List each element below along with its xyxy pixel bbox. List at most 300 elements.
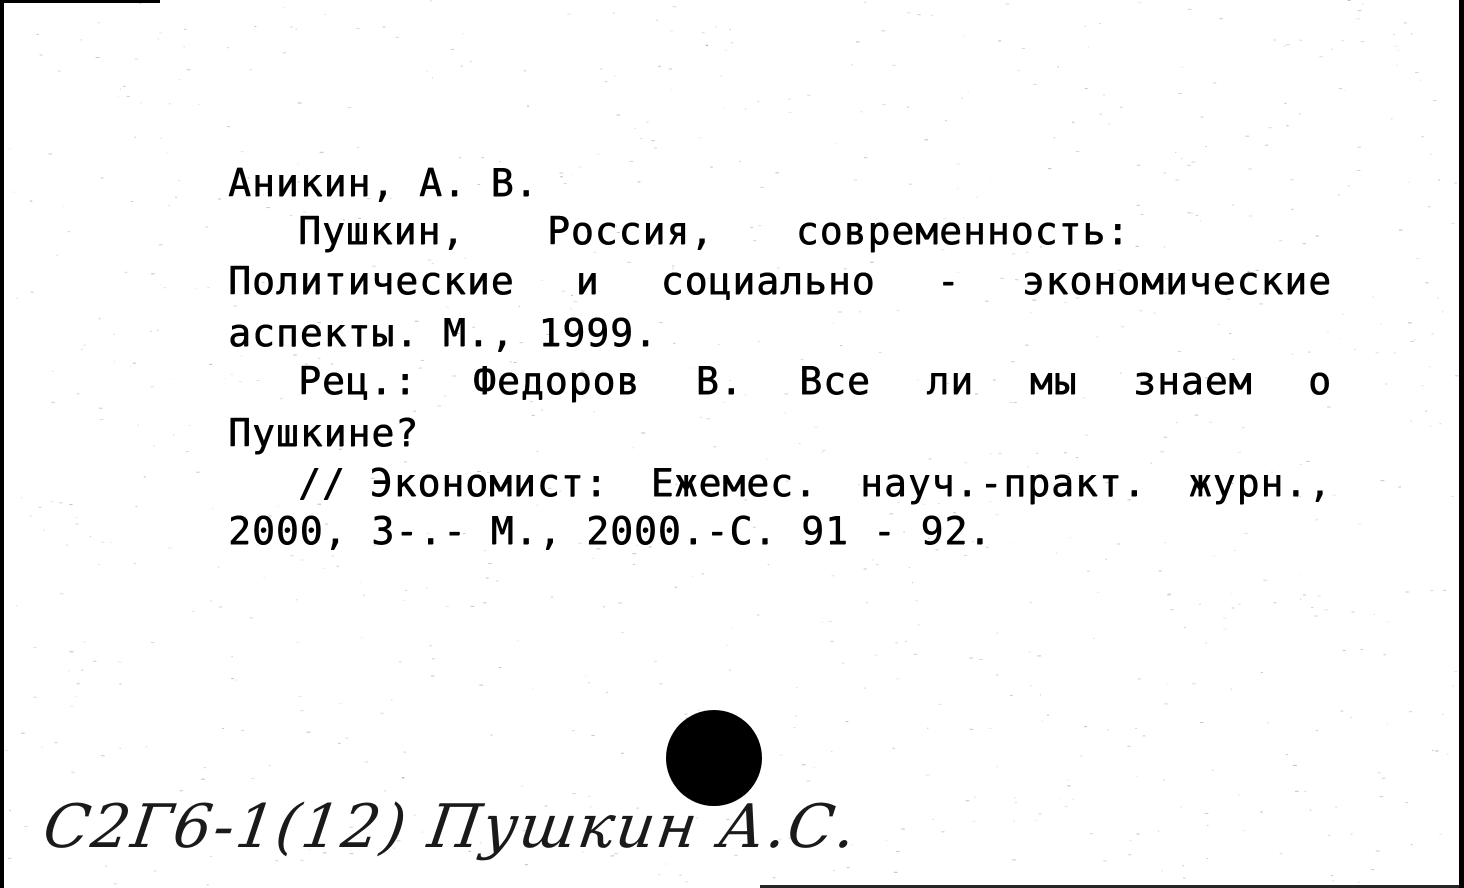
noise-dot: [123, 86, 125, 87]
noise-dot: [77, 683, 80, 684]
noise-dot: [1206, 858, 1208, 859]
source-line-2: 2000, 3-.- М., 2000.-С. 91 - 92.: [228, 509, 993, 553]
noise-dot: [1361, 41, 1364, 42]
noise-dot: [1073, 799, 1074, 800]
noise-dot: [1030, 312, 1031, 313]
noise-dot: [658, 874, 660, 875]
noise-dot: [571, 174, 572, 175]
noise-dot: [907, 107, 909, 108]
noise-dot: [1022, 48, 1025, 49]
noise-dot: [1343, 314, 1344, 315]
noise-dot: [218, 567, 220, 568]
noise-dot: [1196, 215, 1198, 216]
noise-dot: [1232, 204, 1234, 205]
noise-dot: [1284, 46, 1286, 47]
noise-dot: [173, 435, 174, 436]
noise-dot: [114, 361, 116, 362]
noise-dot: [1188, 9, 1192, 10]
noise-dot: [585, 676, 586, 677]
noise-dot: [1243, 830, 1245, 831]
noise-dot: [1060, 798, 1061, 799]
noise-dot: [5, 750, 7, 751]
noise-dot: [1010, 402, 1013, 403]
noise-dot: [432, 658, 435, 659]
noise-dot: [1238, 604, 1241, 605]
noise-dot: [1267, 722, 1269, 723]
noise-dot: [1234, 550, 1235, 551]
noise-dot: [979, 659, 983, 660]
noise-dot: [707, 418, 711, 419]
noise-dot: [1120, 107, 1122, 108]
noise-dot: [967, 91, 969, 92]
noise-dot: [332, 555, 334, 556]
noise-dot: [766, 459, 768, 460]
noise-dot: [1454, 671, 1457, 672]
noise-dot: [76, 517, 78, 518]
noise-dot: [1411, 341, 1414, 342]
noise-dot: [363, 595, 365, 596]
noise-dot: [1285, 103, 1287, 104]
noise-dot: [70, 651, 74, 652]
noise-dot: [659, 683, 662, 684]
noise-dot: [1451, 496, 1454, 497]
noise-dot: [1438, 180, 1440, 181]
noise-dot: [471, 606, 475, 607]
noise-dot: [1072, 122, 1074, 123]
noise-dot: [77, 393, 80, 394]
noise-dot: [1248, 169, 1251, 170]
noise-dot: [1431, 334, 1434, 335]
noise-dot: [1374, 614, 1375, 615]
noise-dot: [892, 748, 895, 749]
noise-dot: [1212, 770, 1214, 771]
noise-dot: [1376, 352, 1379, 353]
noise-dot: [66, 545, 68, 546]
noise-dot: [1454, 183, 1457, 184]
noise-dot: [1442, 714, 1443, 715]
noise-dot: [702, 573, 704, 574]
noise-dot: [864, 688, 866, 689]
noise-dot: [430, 0, 432, 1]
noise-dot: [730, 670, 731, 671]
noise-dot: [895, 642, 898, 643]
noise-dot: [144, 476, 146, 477]
noise-dot: [1014, 821, 1015, 822]
noise-dot: [1411, 844, 1413, 845]
noise-dot: [1342, 40, 1344, 41]
noise-dot: [780, 755, 783, 756]
noise-dot: [527, 106, 529, 107]
noise-dot: [807, 781, 811, 782]
title-word: Россия,: [546, 209, 714, 253]
noise-dot: [670, 31, 673, 32]
noise-dot: [1385, 384, 1388, 385]
noise-dot: [137, 425, 138, 426]
noise-dot: [52, 371, 54, 372]
noise-dot: [167, 152, 169, 153]
noise-dot: [1207, 825, 1209, 826]
noise-dot: [241, 151, 245, 152]
title-word: -: [936, 259, 961, 303]
noise-dot: [1143, 735, 1146, 736]
noise-dot: [1090, 833, 1093, 834]
noise-dot: [998, 40, 1001, 41]
title-word: Пушкин,: [298, 209, 466, 253]
noise-dot: [886, 840, 888, 841]
noise-dot: [1279, 240, 1282, 241]
noise-dot: [669, 68, 672, 69]
noise-dot: [1013, 543, 1014, 544]
noise-dot: [726, 645, 728, 646]
noise-dot: [391, 699, 393, 700]
noise-dot: [338, 743, 340, 744]
noise-dot: [1319, 56, 1322, 57]
noise-dot: [532, 415, 535, 416]
noise-dot: [757, 614, 759, 615]
noise-dot: [75, 696, 77, 697]
noise-dot: [1103, 95, 1105, 96]
noise-dot: [990, 178, 991, 179]
noise-dot: [231, 656, 233, 657]
noise-dot: [83, 641, 85, 642]
noise-dot: [1295, 791, 1299, 792]
author-heading: Аникин, А. В.: [228, 161, 539, 205]
noise-dot: [2, 117, 4, 118]
noise-dot: [745, 109, 747, 110]
noise-dot: [988, 728, 992, 729]
title-word: экономические: [1021, 259, 1332, 303]
noise-dot: [201, 779, 205, 780]
noise-dot: [1414, 339, 1417, 340]
noise-dot: [1393, 353, 1395, 354]
noise-dot: [300, 710, 303, 711]
noise-dot: [1223, 618, 1227, 619]
noise-dot: [560, 176, 563, 177]
noise-dot: [168, 205, 170, 206]
title-word: и: [575, 259, 600, 303]
noise-dot: [290, 26, 292, 27]
noise-dot: [269, 765, 270, 766]
noise-dot: [1138, 678, 1140, 679]
noise-dot: [1354, 349, 1356, 350]
noise-dot: [838, 312, 841, 313]
noise-dot: [1205, 813, 1209, 814]
noise-dot: [81, 39, 82, 40]
noise-dot: [1263, 580, 1267, 581]
noise-dot: [296, 599, 298, 600]
noise-dot: [1439, 423, 1441, 424]
noise-dot: [961, 98, 962, 99]
source-word: // Экономист:: [298, 461, 609, 505]
noise-dot: [1028, 652, 1031, 653]
noise-dot: [151, 273, 155, 274]
noise-dot: [1107, 729, 1108, 730]
review-word: Все: [799, 359, 871, 403]
noise-dot: [496, 581, 499, 582]
noise-dot: [357, 147, 359, 148]
noise-dot: [1013, 402, 1017, 403]
noise-dot: [120, 89, 121, 90]
noise-dot: [685, 881, 688, 882]
noise-dot: [98, 22, 100, 23]
noise-dot: [1442, 311, 1443, 312]
noise-dot: [1292, 354, 1294, 355]
noise-dot: [907, 12, 911, 13]
noise-dot: [482, 157, 484, 158]
noise-dot: [348, 107, 352, 108]
noise-dot: [831, 575, 835, 576]
noise-dot: [62, 206, 64, 207]
noise-dot: [1308, 352, 1310, 353]
noise-dot: [154, 445, 155, 446]
noise-dot: [684, 714, 687, 715]
noise-dot: [207, 884, 209, 885]
noise-dot: [720, 76, 722, 77]
noise-dot: [1433, 100, 1436, 101]
noise-dot: [1128, 854, 1131, 855]
noise-dot: [1169, 593, 1172, 594]
noise-dot: [187, 69, 191, 70]
review-line-2: Пушкине?: [228, 411, 420, 455]
noise-dot: [1299, 574, 1300, 575]
noise-dot: [140, 102, 143, 103]
noise-dot: [219, 606, 222, 607]
noise-dot: [172, 548, 173, 549]
noise-dot: [1338, 195, 1340, 196]
noise-dot: [532, 689, 533, 690]
noise-dot: [175, 197, 177, 198]
noise-dot: [1340, 338, 1341, 339]
noise-dot: [995, 514, 999, 515]
noise-dot: [731, 628, 732, 629]
noise-dot: [239, 381, 241, 382]
noise-dot: [572, 730, 575, 731]
noise-dot: [426, 71, 428, 72]
noise-dot: [461, 66, 463, 67]
noise-dot: [1372, 297, 1373, 298]
noise-dot: [134, 563, 136, 564]
noise-dot: [702, 32, 705, 33]
noise-dot: [598, 154, 599, 155]
noise-dot: [100, 419, 104, 420]
noise-dot: [1452, 686, 1455, 687]
noise-dot: [976, 197, 978, 198]
noise-dot: [58, 71, 61, 72]
noise-dot: [822, 450, 825, 451]
noise-dot: [1455, 375, 1458, 376]
noise-dot: [1300, 599, 1302, 600]
noise-dot: [1339, 88, 1342, 89]
review-word: знаем: [1133, 359, 1253, 403]
noise-dot: [250, 617, 253, 618]
noise-dot: [659, 322, 662, 323]
noise-dot: [336, 566, 339, 567]
noise-dot: [179, 79, 180, 80]
noise-dot: [54, 742, 58, 743]
noise-dot: [836, 143, 838, 144]
noise-dot: [525, 864, 528, 865]
noise-dot: [1218, 324, 1219, 325]
noise-dot: [828, 621, 832, 622]
title-line-2: [228, 259, 1332, 303]
noise-dot: [999, 453, 1002, 454]
noise-dot: [729, 29, 730, 30]
noise-dot: [365, 762, 368, 763]
noise-dot: [59, 502, 62, 503]
source-line-1: [298, 461, 1332, 505]
noise-dot: [621, 632, 623, 633]
noise-dot: [551, 597, 554, 598]
noise-dot: [516, 640, 519, 641]
noise-dot: [673, 343, 676, 344]
noise-dot: [227, 126, 230, 127]
noise-dot: [51, 402, 55, 403]
noise-dot: [1331, 49, 1333, 50]
noise-dot: [1269, 127, 1272, 128]
noise-dot: [383, 26, 386, 27]
noise-dot: [114, 883, 117, 884]
noise-dot: [1097, 592, 1100, 593]
noise-dot: [1137, 205, 1140, 206]
noise-dot: [1274, 602, 1277, 603]
noise-dot: [646, 122, 648, 123]
noise-dot: [1199, 604, 1201, 605]
noise-dot: [1357, 170, 1361, 171]
noise-dot: [159, 32, 163, 33]
noise-dot: [807, 95, 810, 96]
noise-dot: [1311, 607, 1313, 608]
noise-dot: [1328, 835, 1330, 836]
noise-dot: [99, 318, 101, 319]
noise-dot: [1085, 26, 1086, 27]
noise-dot: [432, 78, 433, 79]
noise-dot: [879, 352, 882, 353]
noise-dot: [970, 658, 973, 659]
noise-dot: [1065, 806, 1069, 807]
noise-dot: [1164, 437, 1167, 438]
review-word: мы: [1029, 359, 1078, 403]
noise-dot: [1105, 559, 1107, 560]
noise-dot: [0, 463, 1, 464]
title-line-1: [298, 209, 1130, 253]
noise-dot: [1165, 703, 1168, 704]
noise-dot: [1435, 751, 1439, 752]
noise-dot: [56, 255, 58, 256]
noise-dot: [739, 161, 741, 162]
noise-dot: [615, 76, 616, 77]
noise-dot: [1080, 756, 1082, 757]
noise-dot: [1048, 168, 1051, 169]
noise-dot: [1407, 182, 1410, 183]
noise-dot: [1039, 813, 1042, 814]
noise-dot: [231, 678, 234, 679]
source-word: журн.,: [1188, 461, 1332, 505]
noise-dot: [1430, 426, 1432, 427]
noise-dot: [656, 20, 658, 21]
noise-dot: [111, 1, 114, 2]
noise-dot: [251, 778, 255, 779]
noise-dot: [101, 755, 105, 756]
noise-dot: [1432, 750, 1434, 751]
noise-dot: [1245, 136, 1249, 137]
noise-dot: [158, 38, 160, 39]
noise-dot: [13, 192, 14, 193]
noise-dot: [1316, 519, 1318, 520]
noise-dot: [846, 721, 849, 722]
noise-dot: [1261, 672, 1263, 673]
noise-dot: [1137, 834, 1140, 835]
noise-dot: [151, 642, 155, 643]
noise-dot: [96, 57, 100, 58]
noise-dot: [1362, 3, 1363, 4]
noise-dot: [1181, 158, 1183, 159]
noise-dot: [985, 301, 989, 302]
noise-dot: [140, 3, 142, 4]
noise-dot: [1178, 351, 1182, 352]
noise-dot: [1153, 313, 1156, 314]
noise-dot: [1380, 796, 1384, 797]
noise-dot: [773, 877, 776, 878]
noise-dot: [250, 69, 252, 70]
noise-dot: [671, 89, 672, 90]
noise-dot: [1411, 33, 1413, 34]
noise-dot: [24, 826, 28, 827]
noise-dot: [521, 786, 523, 787]
noise-dot: [266, 207, 270, 208]
noise-dot: [69, 504, 72, 505]
noise-dot: [840, 345, 842, 346]
noise-dot: [831, 751, 833, 752]
noise-dot: [40, 55, 43, 56]
noise-dot: [33, 647, 37, 648]
noise-dot: [71, 772, 74, 773]
noise-dot: [1314, 616, 1318, 617]
noise-dot: [1286, 44, 1290, 45]
noise-dot: [758, 101, 759, 102]
noise-dot: [692, 576, 694, 577]
noise-dot: [831, 641, 834, 642]
noise-dot: [1096, 336, 1097, 337]
noise-dot: [524, 70, 526, 71]
noise-dot: [380, 713, 384, 714]
noise-dot: [1244, 533, 1248, 534]
noise-dot: [832, 323, 834, 324]
noise-dot: [231, 374, 234, 375]
noise-dot: [1358, 147, 1361, 148]
noise-dot: [1219, 18, 1223, 19]
noise-dot: [822, 622, 823, 623]
noise-dot: [320, 152, 324, 153]
noise-dot: [894, 872, 898, 873]
noise-dot: [446, 606, 449, 607]
noise-dot: [83, 345, 86, 346]
noise-dot: [1035, 820, 1037, 821]
noise-dot: [854, 180, 857, 181]
noise-dot: [594, 411, 595, 412]
noise-dot: [1170, 609, 1174, 610]
noise-dot: [151, 386, 154, 387]
noise-dot: [718, 344, 720, 345]
noise-dot: [996, 633, 998, 634]
noise-dot: [119, 684, 121, 685]
noise-dot: [299, 696, 302, 697]
noise-dot: [698, 710, 700, 711]
noise-dot: [1415, 72, 1418, 73]
noise-dot: [297, 642, 299, 643]
noise-dot: [1376, 851, 1380, 852]
noise-dot: [1164, 542, 1166, 543]
noise-dot: [872, 559, 873, 560]
